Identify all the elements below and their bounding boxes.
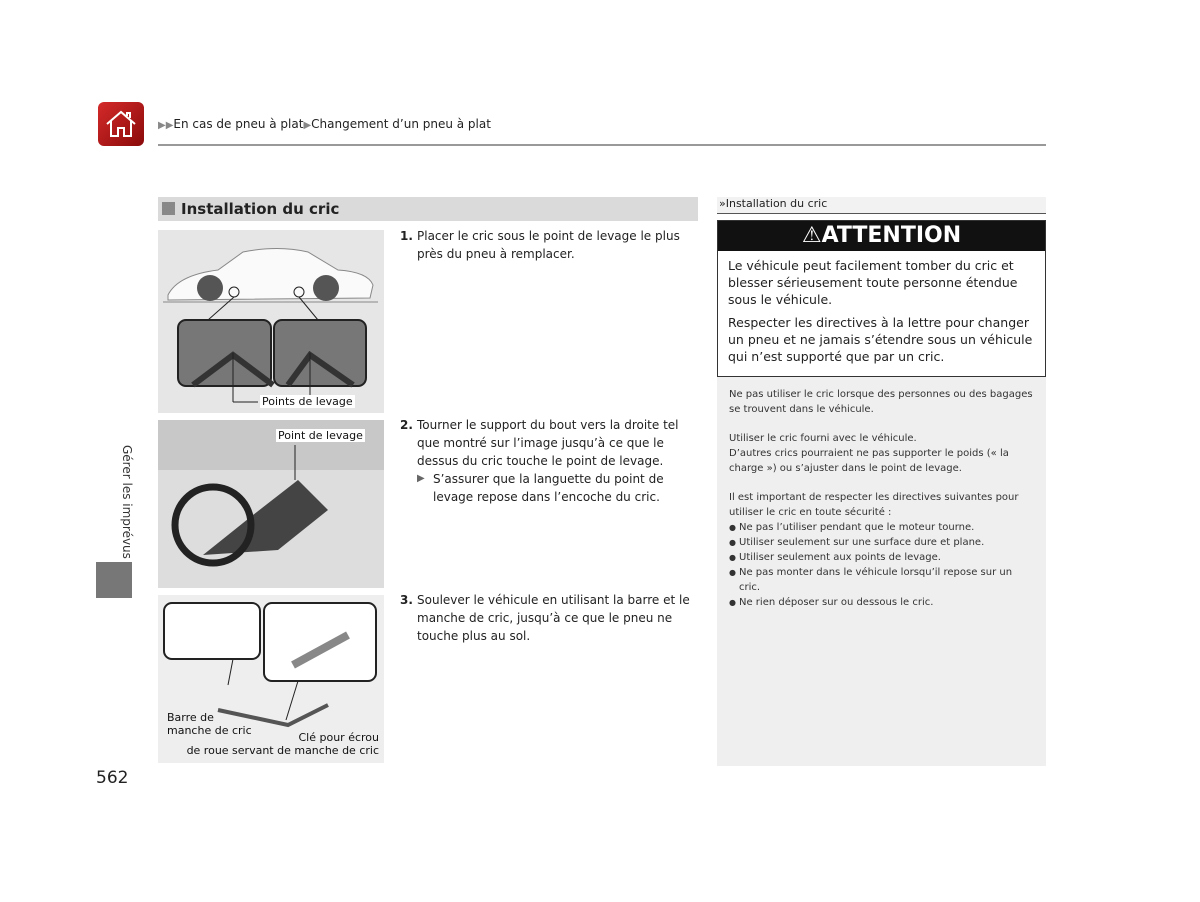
side-tab-label: Gérer les imprévus [120,445,134,559]
bullet-item: ● Ne pas l’utiliser pendant que le moteur tourne. [729,520,1034,535]
step-text: Tourner le support du bout vers la droite tel que montré sur l’image jusqu’à ce que le dessus du cric touche le point de levage. [417,418,679,468]
bullet-item: ● Utiliser seulement aux points de levage. [729,550,1034,565]
attention-heading [718,221,1045,251]
step-number: 2. [400,418,413,432]
step-text: Soulever le véhicule en utilisant la barre et le manche de cric, jusqu’à ce que le pneu ne touche plus au sol. [417,593,690,643]
figure-jack-handle [158,595,384,763]
home-icon[interactable] [98,102,144,146]
arrow-icon: ▶ [303,120,312,131]
section-title: Installation du cric [181,200,340,218]
breadcrumb [158,117,491,131]
figure-jack-rotation [158,420,384,588]
arrow-icon: ▶▶ [158,120,174,131]
sidebar-note-title [717,197,1046,214]
figure-label: Points de levage [262,395,353,408]
page-number: 562 [96,768,129,788]
bullet-item: ● Ne pas monter dans le véhicule lorsqu’il repose sur un cric. [729,565,1034,595]
step-3 [400,591,698,645]
bullet-item: ● Utiliser seulement sur une surface dure et plane. [729,535,1034,550]
double-arrow-icon: » [719,197,726,210]
step-subnote: ▶ S’assurer que la languette du point de levage repose dans l’encoche du cric. [400,470,698,506]
attention-text: Respecter les directives à la lettre pour changer un pneu et ne jamais s’étendre sous un véhicule qui n’est supporté que par un cric. [728,315,1033,364]
note-paragraph: Utiliser le cric fourni avec le véhicule. [729,433,917,444]
section-heading [158,197,698,221]
breadcrumb-link[interactable]: En cas de pneu à plat [173,117,304,131]
note-paragraph: D’autres crics pourraient ne pas supporter le poids (« la charge ») ou s’ajuster dans le point de levage. [729,448,1009,474]
attention-heading-text: ATTENTION [821,223,962,248]
side-tab[interactable] [96,562,132,598]
step-number: 3. [400,593,413,607]
sidebar-note-body [717,377,1046,766]
note-paragraph: Il est important de respecter les directives suivantes pour utiliser le cric en toute sécurité : [729,492,1019,518]
note-bullets [729,520,1034,610]
divider [158,144,1046,146]
note-paragraph: Ne pas utiliser le cric lorsque des personnes ou des bagages se trouvent dans le véhicule. [729,389,1033,415]
figure-label: Point de levage [278,429,363,442]
figure-label: Barre de manche de cric [167,711,252,737]
bullet-item: ● Ne rien déposer sur ou dessous le cric. [729,595,1034,610]
figure-car-lift-points [158,230,384,413]
warning-icon: ⚠ [801,223,822,248]
step-text: Placer le cric sous le point de levage le plus près du pneu à remplacer. [417,229,680,261]
attention-text: Le véhicule peut facilement tomber du cric et blesser sérieusement toute personne étendue sous le véhicule. [728,258,1018,307]
step-1 [400,227,698,263]
attention-box [717,220,1046,377]
step-2 [400,416,698,506]
sidebar-note-title-text: Installation du cric [725,197,828,210]
figure-label: Clé pour écrou de roue servant de manche de cric [186,731,379,757]
breadcrumb-current: Changement d’un pneu à plat [311,117,491,131]
step-number: 1. [400,229,413,243]
